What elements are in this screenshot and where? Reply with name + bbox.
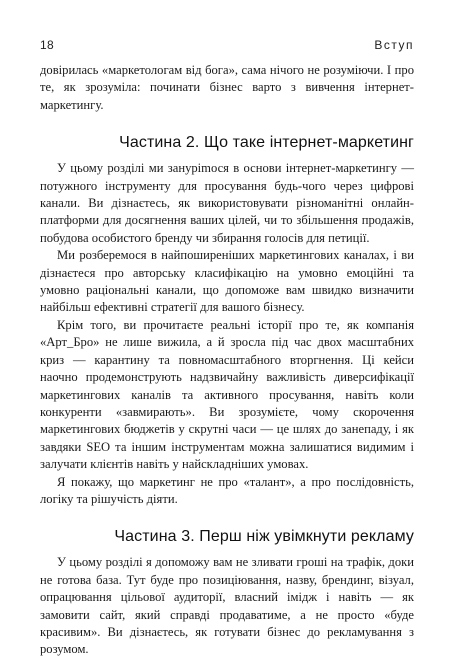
part2-heading: Частина 2. Що таке інтернет-маркетинг [119,134,414,152]
part3-paragraph: У цьому розділі я допоможу вам не зливати гроші на трафік, доки не готова база. Тут буде про позиціювання, назву, брендинг, візуал, опрацювання цільової аудиторії, власний імідж і навіть — як замовити сайт, який справді продаватиме, а не просто «буде красивим». Ви дізнаєтесь, як готувати бізнес до рекламування з розумом. [40,555,414,657]
section-title: Вступ [374,38,414,52]
page-number: 18 [40,38,54,52]
intro-paragraph: довірилась «маркетологам від бога», сама нічого не розуміючи. І про те, як зрозуміла: починати бізнес варто з вивчення інтернет-маркетингу. [40,63,414,112]
part2-paragraph: Ми розберемося в найпоширеніших маркетингових каналах, і ви дізнаєтеся про авторську класифікацію на умовно емоційні та умовно раціональні канали, що допоможе вам швидко визначити найбільш ефективні стратегії для вашого бізнесу. [40,248,414,315]
book-page [40,38,414,659]
part3-heading: Частина 3. Перш ніж увімкнути рекламу [114,528,414,546]
part2-paragraph: У цьому розділі ми занурimося в основи інтернет-маркетингу — потужного інструменту для просування будь-чого через цифрові канали. Ви дізнаєтесь, як використовувати різноманітні онлайн-платформи для досягнення ваших цілей, чи то збільшення продажів, побудова особистого бренду чи збирання голосів для петиції. [40,161,414,245]
part2-paragraph: Я покажу, що маркетинг не про «талант», а про послідовність, логіку та рішучість діяти. [40,474,414,506]
running-header [40,38,414,52]
part2-paragraph: Крім того, ви прочитаєте реальні історії про те, як компанія «Арт_Бро» не лише вижила, а й зросла під час двох масштабних криз — карантину та повномасштабного вторгнення. Ці кейси наочно продемонструють надзвичайну важливість диверсифікації маркетингових каналів та активного просування, навіть коли конкуренти «завмирають». Ви зрозумієте, чому скорочення маркетингових бюджетів у скрутні часи — це шлях до занепаду, і як завдяки SEO та іншим інструментам можна залишатися видимим і залучати клієнтів навіть у найскладніших умовах. [40,317,414,472]
